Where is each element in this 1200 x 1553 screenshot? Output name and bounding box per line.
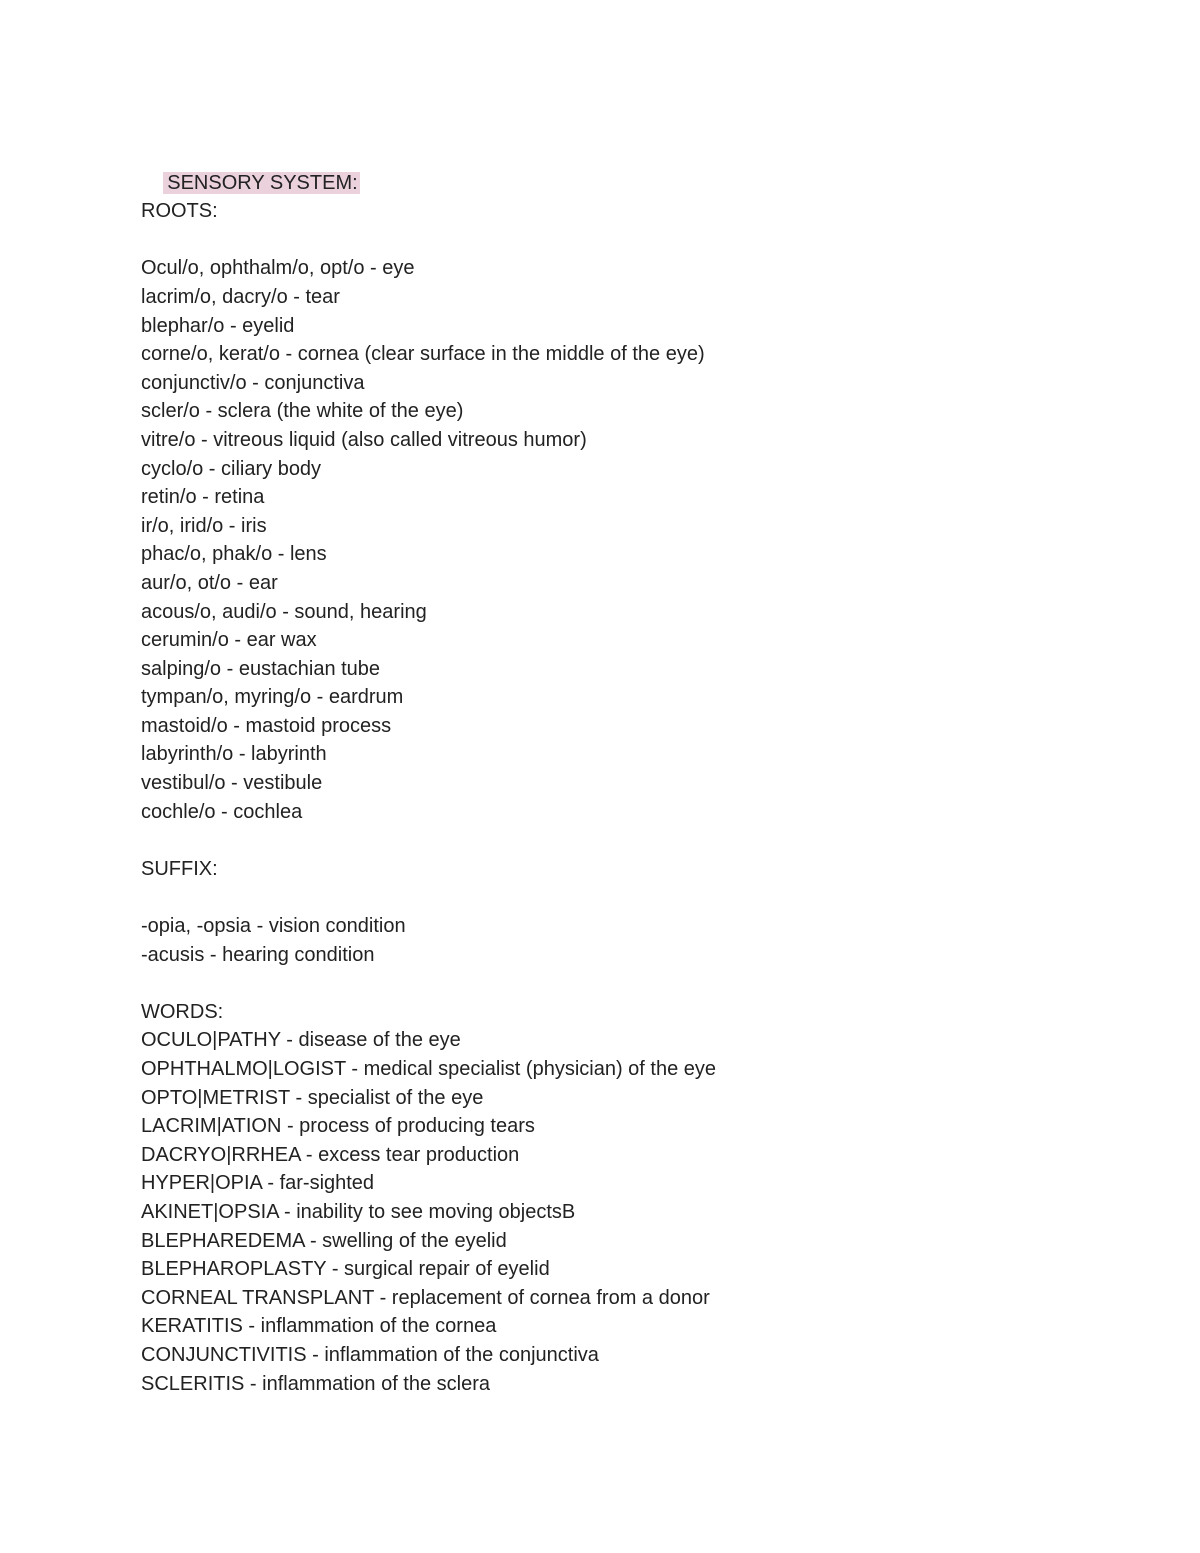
root-item: cochle/o - cochlea [141, 800, 303, 823]
word-item: OPTO|METRIST - specialist of the eye [141, 1086, 484, 1109]
root-item: blephar/o - eyelid [141, 314, 295, 337]
word-item: BLEPHAREDEMA - swelling of the eyelid [141, 1229, 507, 1252]
root-item: vestibul/o - vestibule [141, 772, 323, 795]
root-item: retin/o - retina [141, 486, 265, 509]
suffix-heading: SUFFIX: [141, 857, 218, 880]
word-item: HYPER|OPIA - far-sighted [141, 1172, 375, 1195]
root-item: cerumin/o - ear wax [141, 629, 317, 652]
document-page [141, 140, 1141, 1398]
root-item: mastoid/o - mastoid process [141, 714, 392, 737]
root-item: labyrinth/o - labyrinth [141, 743, 327, 766]
root-item: vitre/o - vitreous liquid (also called vitreous humor) [141, 428, 587, 451]
word-item: DACRYO|RRHEA - excess tear production [141, 1143, 520, 1166]
suffix-item: -opia, -opsia - vision condition [141, 915, 406, 938]
root-item: corne/o, kerat/o - cornea (clear surface in the middle of the eye) [141, 343, 705, 366]
blank-line [141, 226, 1141, 255]
suffix-list [141, 912, 1141, 969]
root-item: lacrim/o, dacry/o - tear [141, 285, 340, 308]
blank-line [141, 826, 1141, 855]
words-list [141, 1026, 1141, 1398]
root-item: ir/o, irid/o - iris [141, 514, 267, 537]
suffix-item: -acusis - hearing condition [141, 943, 375, 966]
root-item: salping/o - eustachian tube [141, 657, 381, 680]
words-heading: WORDS: [141, 1000, 224, 1023]
root-item: tympan/o, myring/o - eardrum [141, 686, 404, 709]
root-item: aur/o, ot/o - ear [141, 571, 278, 594]
word-item: OPHTHALMO|LOGIST - medical specialist (physician) of the eye [141, 1058, 717, 1080]
blank-line [141, 883, 1141, 912]
word-item: OCULO|PATHY - disease of the eye [141, 1029, 461, 1052]
word-item: CORNEAL TRANSPLANT - replacement of cornea from a donor [141, 1286, 710, 1309]
document-title: SENSORY SYSTEM: [163, 172, 359, 194]
word-item: SCLERITIS - inflammation of the sclera [141, 1372, 491, 1395]
root-item: conjunctiv/o - conjunctiva [141, 371, 365, 394]
roots-list [141, 254, 1141, 826]
title-line [141, 140, 1141, 194]
blank-line [141, 969, 1141, 998]
root-item: scler/o - sclera (the white of the eye) [141, 400, 464, 423]
word-item: LACRIM|ATION - process of producing tears [141, 1115, 535, 1138]
word-item: KERATITIS - inflammation of the cornea [141, 1315, 497, 1338]
root-item: acous/o, audi/o - sound, hearing [141, 600, 427, 623]
root-item: Ocul/o, ophthalm/o, opt/o - eye [141, 257, 415, 280]
roots-heading: ROOTS: [141, 200, 218, 223]
word-item: AKINET|OPSIA - inability to see moving objectsB [141, 1200, 576, 1223]
word-item: BLEPHAROPLASTY - surgical repair of eyelid [141, 1258, 550, 1281]
root-item: cyclo/o - ciliary body [141, 457, 322, 480]
word-item: CONJUNCTIVITIS - inflammation of the conjunctiva [141, 1343, 599, 1366]
root-item: phac/o, phak/o - lens [141, 543, 327, 566]
